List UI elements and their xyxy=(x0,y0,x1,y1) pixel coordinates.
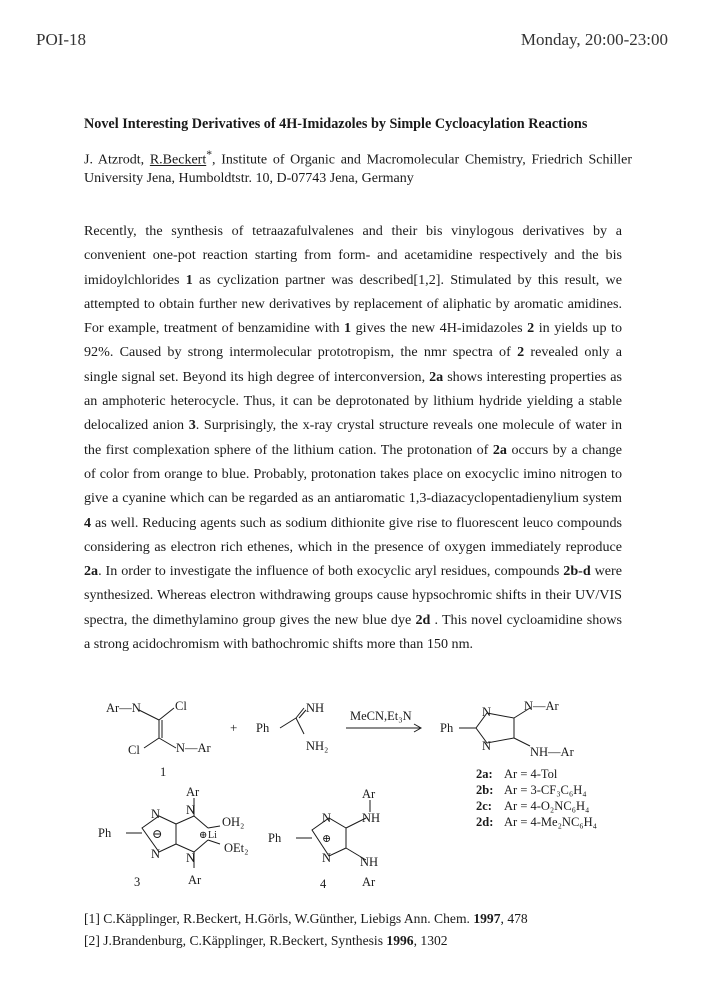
c3-n1: N xyxy=(151,807,161,821)
abstract-run: were synthesized. Whereas electron withdrawing groups cause hypsochromic shifts in their UV/VIS spectra, the dimethylamino group gives the new blue dye xyxy=(84,563,623,628)
sub-id-2a: 2a: xyxy=(476,767,493,781)
amidine-nh2: NH₂ xyxy=(306,739,329,753)
references xyxy=(84,908,644,952)
reference-2 xyxy=(84,930,644,952)
compound-3-label: 3 xyxy=(134,875,141,889)
session-time: Monday, 20:00-23:00 xyxy=(520,30,668,49)
ref-page: , 1302 xyxy=(413,933,448,948)
corresponding-mark: * xyxy=(206,148,213,161)
reaction-scheme xyxy=(84,688,624,898)
c1-ar-n: Ar—N xyxy=(106,701,141,715)
sub-val-2d: Ar = 4-Me₂NC₆H₄ xyxy=(504,815,598,829)
compound-ref: 3 xyxy=(188,417,196,434)
abstract-run: gives the new 4H-imidazoles xyxy=(351,320,528,337)
c3-n2: N xyxy=(151,847,161,861)
abstract-run: . Surprisingly, the x-ray crystal structure reveals one molecule of water in the first complexation sphere of the lithium cation. The protonation of xyxy=(84,417,622,458)
c3-n3: N xyxy=(186,803,196,817)
ref-year: 1996 xyxy=(386,933,414,948)
c3-n4: N xyxy=(186,851,196,865)
amidine-nh: NH xyxy=(306,701,325,715)
sub-id-2c: 2c: xyxy=(476,799,492,813)
c3-ar-top: Ar xyxy=(186,785,200,799)
amidine-ph: Ph xyxy=(256,721,270,735)
ref-text: C.Käpplinger, R.Beckert, H.Görls, W.Günther, Liebigs Ann. Chem. xyxy=(103,911,470,926)
abstract-run: Recently, the synthesis of tetraazafulvalenes and their bis vinylogous derivatives by a convenient one-pot reaction starting from form- and acetamidine respectively and the bis imidoylchlorides xyxy=(84,223,622,288)
sub-val-2c: Ar = 4-O₂NC₆H₄ xyxy=(504,799,590,813)
ref-num: [1] xyxy=(84,911,100,926)
compound-ref: 4 xyxy=(84,514,92,531)
reference-1 xyxy=(84,908,644,930)
c4-nh-top: NH xyxy=(362,811,381,825)
author-corresponding: R.Beckert xyxy=(149,152,207,168)
compound-4-label: 4 xyxy=(320,877,327,891)
compound-ref: 2 xyxy=(517,344,525,361)
compound-1-label: 1 xyxy=(160,765,167,779)
c3-minus: ⊖ xyxy=(152,827,163,841)
c3-oh2: OH₂ xyxy=(222,815,245,829)
c4-ph: Ph xyxy=(268,831,282,845)
abstract-run: . In order to investigate the influence of both exocyclic aryl residues, compounds xyxy=(98,563,564,580)
c4-n1: N xyxy=(322,811,332,825)
compound-ref: 1 xyxy=(344,320,352,337)
ref-year: 1997 xyxy=(473,911,501,926)
affiliation: , Institute of Organic and Macromolecular Chemistry, Friedrich Schiller University Jena, Humboldtstr. 10, D-07743 Jena, Germany xyxy=(84,152,632,186)
compound-ref: 2b-d xyxy=(563,563,591,580)
abstract-run: . This novel cycloamidine shows a strong acidochromism with bathochromic shifts more than 150 nm. xyxy=(84,611,622,653)
c2-nh-ar: NH—Ar xyxy=(530,745,574,759)
ref-num: [2] xyxy=(84,933,100,948)
abstract-text xyxy=(84,219,622,656)
abstract-run: in yields up to 92%. Caused by strong intermolecular prototropism, the nmr spectra of xyxy=(84,320,623,361)
abstract-run: as cyclization partner was described[1,2]. Stimulated by this result, we attempted to obtain further new derivatives by replacement of aliphatic by aromatic amidines. For example, treatment of benzamidine with xyxy=(84,271,622,337)
author-first: J. Atzrodt, xyxy=(84,152,145,168)
authors-block xyxy=(84,146,632,188)
c3-ar-bottom: Ar xyxy=(188,873,202,887)
c2-n-top: N xyxy=(482,705,492,719)
c4-n2: N xyxy=(322,851,332,865)
plus-sign: + xyxy=(230,720,238,735)
sub-val-2a: Ar = 4-Tol xyxy=(504,767,558,781)
c4-plus: ⊕ xyxy=(322,833,332,845)
abstract-run: revealed only a single signal set. Beyond its high degree of interconversion, xyxy=(84,344,623,385)
c4-ar-top: Ar xyxy=(362,787,376,801)
ref-page: , 478 xyxy=(500,911,528,926)
poster-code: POI-18 xyxy=(36,30,87,49)
abstract-run: as well. Reducing agents such as sodium dithionite give rise to fluorescent leuco compounds considering as electron rich ethenes, which in the presence of oxygen immediately reproduce xyxy=(84,514,622,555)
compound-ref: 2 xyxy=(527,320,535,337)
sub-val-2b: Ar = 3-CF₃C₆H₄ xyxy=(504,783,587,797)
c1-cl-bottom: Cl xyxy=(128,743,140,757)
sub-id-2d: 2d: xyxy=(476,815,494,829)
c2-ph: Ph xyxy=(440,721,454,735)
c4-ar-bottom: Ar xyxy=(362,875,376,889)
c1-cl-top: Cl xyxy=(175,699,187,713)
c3-oet2: OEt₂ xyxy=(224,841,249,855)
paper-title: Novel Interesting Derivatives of 4H-Imidazoles by Simple Cycloacylation Reactions xyxy=(84,116,588,132)
c3-li: Li xyxy=(208,830,217,841)
c2-n-ar: N—Ar xyxy=(524,699,559,713)
c3-plus: ⊕ xyxy=(199,830,208,841)
compound-ref: 1 xyxy=(185,271,193,288)
compound-ref: 2a xyxy=(429,368,444,385)
c1-n-ar: N—Ar xyxy=(176,741,211,755)
compound-ref: 2d xyxy=(415,611,431,628)
c3-ph: Ph xyxy=(98,826,112,840)
sub-id-2b: 2b: xyxy=(476,783,494,797)
abstract-run: shows interesting properties as an amphoteric heterocycle. Thus, it can be deprotonated by lithium hydride yielding a stable delocalized anion xyxy=(84,368,622,434)
ref-text: J.Brandenburg, C.Käpplinger, R.Beckert, Synthesis xyxy=(103,933,383,948)
compound-ref: 2a xyxy=(84,563,99,580)
c4-nh-bottom: NH xyxy=(360,855,379,869)
c2-n-bottom: N xyxy=(482,739,492,753)
reagent-label: MeCN,Et₃N xyxy=(350,709,412,723)
compound-ref: 2a xyxy=(492,441,507,458)
abstract-run: occurs by a change of color from orange to blue. Probably, protonation takes place on exocyclic imino nitrogen to give a cyanine which can be regarded as an antiaromatic 1,3-diazacyclopentadienylium system xyxy=(84,441,622,507)
